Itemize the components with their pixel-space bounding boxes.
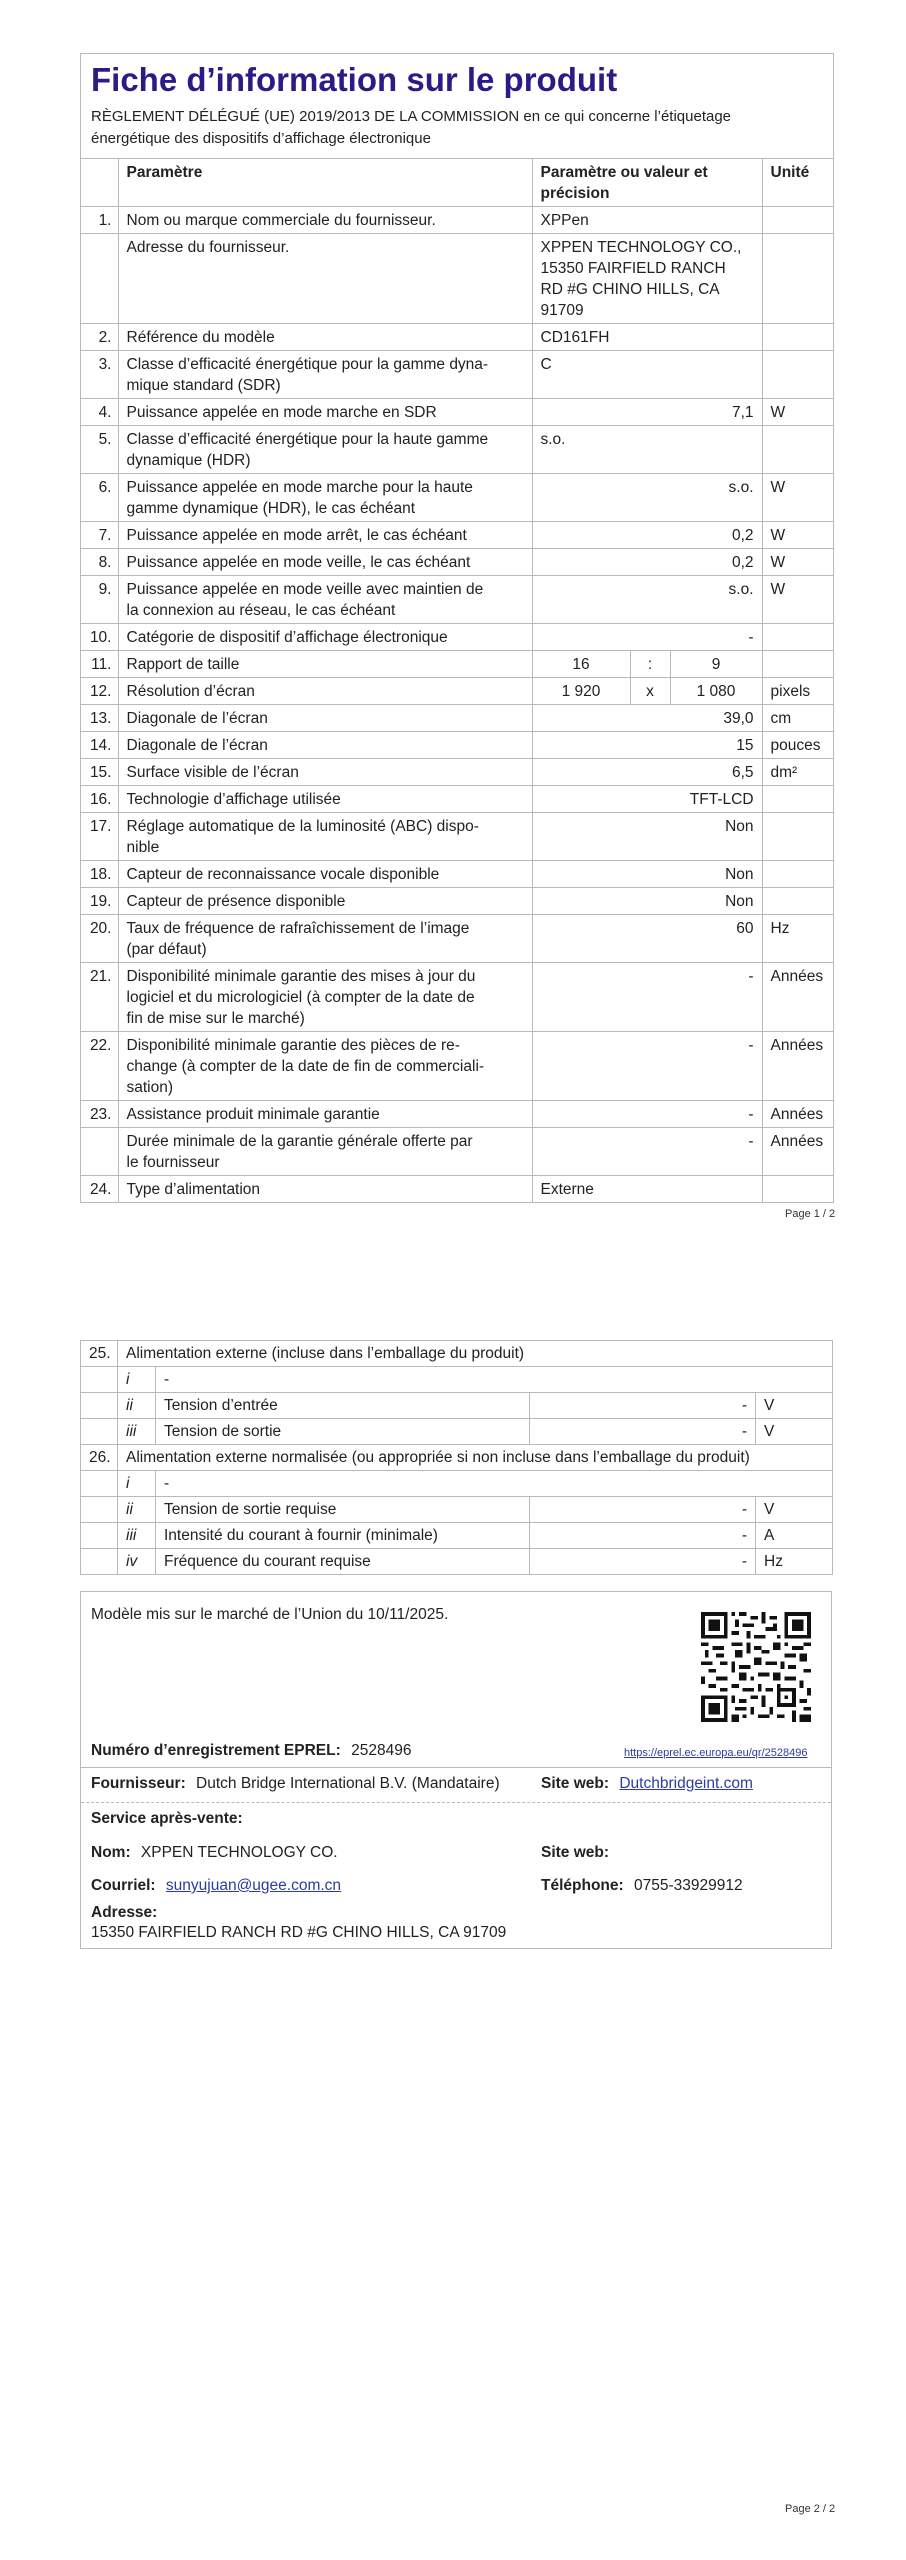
row-parameter: Classe d’efficacité énergétique pour la gamme dyna- mique standard (SDR) [118,351,532,399]
table-row [81,1101,833,1128]
row-unit: pixels [762,678,833,705]
row-number: 3. [81,351,118,399]
row-value: CD161FH [532,324,762,351]
sub-index: ii [118,1497,156,1523]
registration-info-box [80,1591,832,1949]
row-unit: dm² [762,759,833,786]
row-parameter: Technologie d’affichage utilisée [118,786,532,813]
row-parameter: Résolution d’écran [118,678,532,705]
table-row [81,426,833,474]
header-unit: Unité [762,159,833,207]
row-value: - [532,1128,762,1176]
row-number: 5. [81,426,118,474]
row-number: 17. [81,813,118,861]
row-title: Alimentation externe (incluse dans l’emballage du produit) [118,1341,833,1367]
row-unit: Années [762,1101,833,1128]
row-number: 21. [81,963,118,1032]
row-value: TFT-LCD [532,786,762,813]
row-unit: V [756,1497,833,1523]
table-row [81,1393,833,1419]
row-unit [762,813,833,861]
row-number: 20. [81,915,118,963]
table-row [81,351,833,399]
row-value: Non [532,813,762,861]
aspect-ratio-separator: : [630,651,670,678]
row-parameter: Surface visible de l’écran [118,759,532,786]
row-unit [762,786,833,813]
row-number: 22. [81,1032,118,1101]
row-value: - [532,1032,762,1101]
row-unit: Années [762,1128,833,1176]
row-value: XPPEN TECHNOLOGY CO., 15350 FAIRFIELD RANCH RD #G CHINO HILLS, CA 91709 [532,234,762,324]
row-value: - [530,1523,756,1549]
sub-index: iii [118,1523,156,1549]
row-value: - [156,1367,833,1393]
phone-label: Téléphone: [541,1877,624,1894]
row-number: 4. [81,399,118,426]
table-row [81,474,833,522]
row-parameter: Rapport de taille [118,651,532,678]
row-value: 15 [532,732,762,759]
divider [81,1767,831,1768]
row-parameter: Puissance appelée en mode arrêt, le cas échéant [118,522,532,549]
row-unit: Hz [756,1549,833,1575]
service-website-label: Site web: [541,1844,610,1861]
page-2 [0,1250,906,2560]
page-number: Page 1 / 2 [785,1208,836,1220]
row-parameter: Catégorie de dispositif d’affichage électronique [118,624,532,651]
row-parameter: Type d’alimentation [118,1176,532,1203]
row-value: s.o. [532,576,762,624]
row-value: 0,2 [532,522,762,549]
email-label: Courriel: [91,1877,156,1894]
row-number: 8. [81,549,118,576]
row-unit: V [756,1419,833,1445]
row-value: 60 [532,915,762,963]
row-unit: A [756,1523,833,1549]
row-parameter: Puissance appelée en mode marche en SDR [118,399,532,426]
row-unit [762,207,833,234]
email-link[interactable]: sunyujuan@ugee.com.cn [165,1877,342,1894]
page-number: Page 2 / 2 [785,2503,836,2515]
row-value: - [530,1549,756,1575]
header-parameter: Paramètre [118,159,532,207]
row-parameter: Tension de sortie requise [156,1497,530,1523]
table-row [81,624,833,651]
table-row [81,324,833,351]
table-row [81,1445,833,1471]
row-parameter: Nom ou marque commerciale du fournisseur. [118,207,532,234]
power-supply-table-wrapper [80,1340,832,1575]
row-value: - [530,1497,756,1523]
sub-index: i [118,1471,156,1497]
table-row [81,1367,833,1393]
row-value: s.o. [532,474,762,522]
row-unit [762,234,833,324]
supplier-label: Fournisseur: [91,1775,186,1792]
eprel-number: 2528496 [351,1742,412,1759]
row-number: 19. [81,888,118,915]
resolution-separator: x [630,678,670,705]
aspect-ratio-width: 16 [532,651,630,678]
title-block [81,54,833,159]
table-row [81,651,833,678]
row-number: 7. [81,522,118,549]
row-unit [762,888,833,915]
row-value: Non [532,888,762,915]
table-row [81,522,833,549]
row-value: s.o. [532,426,762,474]
table-row [81,915,833,963]
table-row [81,861,833,888]
row-number: 10. [81,624,118,651]
row-value: Externe [532,1176,762,1203]
row-value: - [532,963,762,1032]
regulation-subtitle [91,106,823,150]
table-row [81,786,833,813]
sub-index: ii [118,1393,156,1419]
row-parameter: Intensité du courant à fournir (minimale) [156,1523,530,1549]
row-value: Non [532,861,762,888]
table-row [81,678,833,705]
table-row [81,1471,833,1497]
divider [81,1802,831,1803]
header-value: Paramètre ou valeur et précision [532,159,762,207]
service-name [91,1844,338,1862]
resolution-height: 1 080 [670,678,762,705]
table-row [81,759,833,786]
row-parameter: Disponibilité minimale garantie des pièces de re- change (à compter de la date de fin de commerciali- sation) [118,1032,532,1101]
supplier-value: Dutch Bridge International B.V. (Mandataire) [196,1775,500,1792]
table-row [81,549,833,576]
name-label: Nom: [91,1844,131,1861]
table-row [81,813,833,861]
market-date-text: Modèle mis sur le marché de l’Union du 10/11/2025. [91,1606,449,1623]
row-parameter: Classe d’efficacité énergétique pour la haute gamme dynamique (HDR) [118,426,532,474]
row-value: XPPen [532,207,762,234]
row-parameter: Disponibilité minimale garantie des mises à jour du logiciel et du micrologiciel (à compter de la date de fin de mise sur le marché) [118,963,532,1032]
row-number: 11. [81,651,118,678]
row-unit: W [762,474,833,522]
row-value: 0,2 [532,549,762,576]
row-parameter: Puissance appelée en mode marche pour la haute gamme dynamique (HDR), le cas échéant [118,474,532,522]
table-row [81,1128,833,1176]
eprel-link[interactable]: https://eprel.ec.europa.eu/qr/2528496 [624,1747,808,1759]
row-value: - [530,1419,756,1445]
table-row [81,1032,833,1101]
subtitle-line-1: RÈGLEMENT DÉLÉGUÉ (UE) 2019/2013 DE LA COMMISSION en ce qui concerne l’étiquetage [91,108,732,125]
page-title: Fiche d’information sur le produit [91,61,618,98]
table-header-row [81,159,833,207]
row-value: 7,1 [532,399,762,426]
table-row [81,1176,833,1203]
eprel-registration [91,1742,411,1760]
service-phone [541,1877,743,1895]
row-unit [762,426,833,474]
website-label: Site web: [541,1775,610,1792]
row-number: 15. [81,759,118,786]
row-unit: Années [762,963,833,1032]
row-number: 25. [81,1341,118,1367]
table-row [81,576,833,624]
row-value: - [532,624,762,651]
row-number: 6. [81,474,118,522]
row-parameter: Diagonale de l’écran [118,732,532,759]
page-1 [0,0,906,1250]
sub-index: iv [118,1549,156,1575]
row-value: 6,5 [532,759,762,786]
row-parameter: Adresse du fournisseur. [118,234,532,324]
row-unit: W [762,399,833,426]
row-number: 12. [81,678,118,705]
specification-table [81,159,833,1202]
aspect-ratio-height: 9 [670,651,762,678]
row-parameter: Diagonale de l’écran [118,705,532,732]
website-link[interactable]: Dutchbridgeint.com [619,1775,753,1792]
row-unit [762,624,833,651]
supplier-info [91,1775,500,1793]
row-parameter: Taux de fréquence de rafraîchissement de l’image (par défaut) [118,915,532,963]
row-number: 16. [81,786,118,813]
table-row [81,888,833,915]
row-value: 39,0 [532,705,762,732]
row-number: 9. [81,576,118,624]
table-row [81,207,833,234]
row-value: C [532,351,762,399]
address-label: Adresse: [91,1904,158,1921]
table-row [81,1549,833,1575]
subtitle-line-2: énergétique des dispositifs d’affichage électronique [91,130,431,147]
row-parameter: Capteur de présence disponible [118,888,532,915]
row-number: 26. [81,1445,118,1471]
table-row [81,1497,833,1523]
row-parameter: Puissance appelée en mode veille avec maintien de la connexion au réseau, le cas échéant [118,576,532,624]
table-row [81,1341,833,1367]
row-number: 24. [81,1176,118,1203]
row-unit: W [762,522,833,549]
row-parameter: Tension de sortie [156,1419,530,1445]
row-parameter: Capteur de reconnaissance vocale disponible [118,861,532,888]
row-title: Alimentation externe normalisée (ou appropriée si non incluse dans l’emballage du produit) [118,1445,833,1471]
row-unit: W [762,576,833,624]
row-number: 1. [81,207,118,234]
service-heading: Service après-vente: [91,1810,243,1827]
address-value: 15350 FAIRFIELD RANCH RD #G CHINO HILLS, CA 91709 [91,1924,507,1941]
service-email [91,1877,341,1895]
row-parameter: Assistance produit minimale garantie [118,1101,532,1128]
table-row [81,963,833,1032]
service-website [541,1844,609,1862]
name-value: XPPEN TECHNOLOGY CO. [140,1844,338,1861]
power-supply-table [80,1340,833,1575]
table-row [81,732,833,759]
row-parameter: Durée minimale de la garantie générale offerte par le fournisseur [118,1128,532,1176]
row-unit [762,651,833,678]
row-number: 23. [81,1101,118,1128]
row-unit: Hz [762,915,833,963]
phone-value: 0755-33929912 [633,1877,743,1894]
supplier-website [541,1775,753,1793]
resolution-width: 1 920 [532,678,630,705]
table-row [81,399,833,426]
row-value: - [530,1393,756,1419]
row-unit: Années [762,1032,833,1101]
row-number [81,234,118,324]
qr-code-icon [701,1612,811,1722]
row-value: - [156,1471,833,1497]
row-unit: pouces [762,732,833,759]
row-parameter: Réglage automatique de la luminosité (ABC) dispo- nible [118,813,532,861]
row-number: 18. [81,861,118,888]
row-number: 2. [81,324,118,351]
row-unit: W [762,549,833,576]
row-unit [762,861,833,888]
sub-index: i [118,1367,156,1393]
row-unit: cm [762,705,833,732]
row-parameter: Fréquence du courant requise [156,1549,530,1575]
table-row [81,1419,833,1445]
row-number: 13. [81,705,118,732]
table-row [81,705,833,732]
row-unit: V [756,1393,833,1419]
row-unit [762,324,833,351]
row-value: - [532,1101,762,1128]
row-number [81,1128,118,1176]
product-information-sheet [80,53,834,1203]
row-unit [762,1176,833,1203]
row-parameter: Référence du modèle [118,324,532,351]
row-number: 14. [81,732,118,759]
row-parameter: Tension d’entrée [156,1393,530,1419]
row-unit [762,351,833,399]
table-row [81,234,833,324]
row-parameter: Puissance appelée en mode veille, le cas échéant [118,549,532,576]
eprel-label: Numéro d’enregistrement EPREL: [91,1742,341,1759]
table-row [81,1523,833,1549]
sub-index: iii [118,1419,156,1445]
